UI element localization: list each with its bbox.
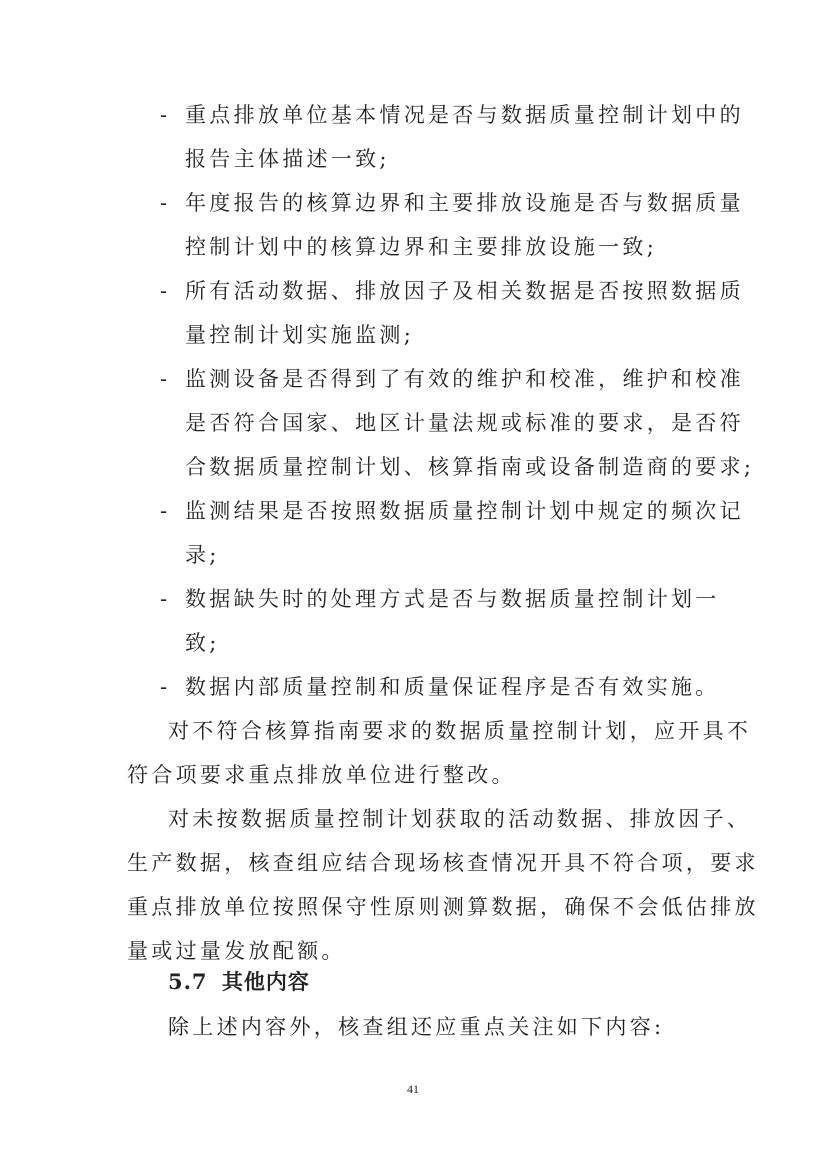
bullet-dash: - [160,499,168,523]
paragraph-line: 对未按数据质量控制计划获取的活动数据、排放因子、 [168,807,752,831]
bullet-line: 控制计划中的核算边界和主要排放设施一致; [185,235,658,259]
bullet-line: 数据缺失时的处理方式是否与数据质量控制计划一 [185,587,720,611]
section-number: 5.7 [168,969,208,994]
page-number: 41 [407,1082,419,1096]
bullet-dash: - [160,675,168,699]
bullet-line: 致; [185,631,220,655]
intro-line: 除上述内容外，核查组还应重点关注如下内容: [168,1015,665,1039]
section-heading [168,970,310,994]
section-title: 其他内容 [221,969,310,994]
paragraph-line: 量或过量发放配额。 [127,939,346,963]
paragraph-line: 重点排放单位按照保守性原则测算数据，确保不会低估排放 [127,895,759,919]
bullet-line: 所有活动数据、排放因子及相关数据是否按照数据质 [185,279,744,303]
bullet-line: 重点排放单位基本情况是否与数据质量控制计划中的 [185,103,744,127]
bullet-line: 数据内部质量控制和质量保证程序是否有效实施。 [185,675,720,699]
bullet-line: 年度报告的核算边界和主要排放设施是否与数据质量 [185,191,744,215]
bullet-line: 量控制计划实施监测; [185,323,415,347]
bullet-line: 监测结果是否按照数据质量控制计划中规定的频次记 [185,499,744,523]
bullet-line: 是否符合国家、地区计量法规或标准的要求，是否符 [185,411,744,435]
bullet-dash: - [160,367,168,391]
bullet-line: 报告主体描述一致; [185,147,390,171]
paragraph-line: 对不符合核算指南要求的数据质量控制计划，应开具不 [168,719,752,743]
bullet-line: 合数据质量控制计划、核算指南或设备制造商的要求; [185,455,755,479]
paragraph-line: 生产数据，核查组应结合现场核查情况开具不符合项，要求 [127,851,759,875]
paragraph-line: 符合项要求重点排放单位进行整改。 [127,763,516,787]
bullet-dash: - [160,587,168,611]
bullet-line: 监测设备是否得到了有效的维护和校准，维护和校准 [185,367,744,391]
bullet-line: 录; [185,543,220,567]
bullet-dash: - [160,191,168,215]
bullet-dash: - [160,103,168,127]
bullet-dash: - [160,279,168,303]
